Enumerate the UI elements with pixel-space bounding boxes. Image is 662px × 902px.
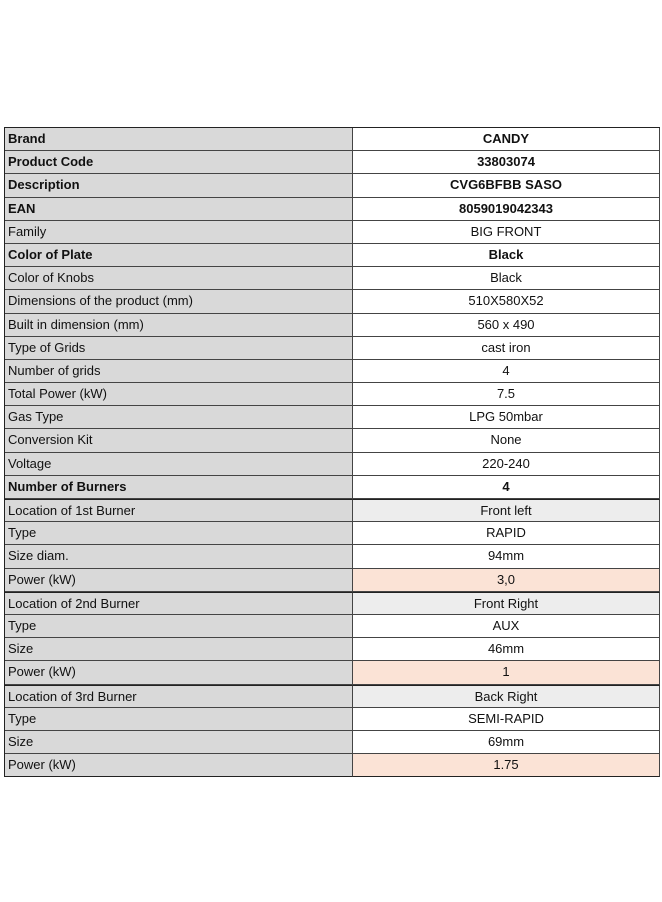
spec-label: Total Power (kW) [5,383,353,406]
spec-label: Voltage [5,453,353,476]
spec-label: Description [5,174,353,197]
spec-value: Black [353,267,660,290]
spec-row [5,128,660,151]
spec-value: 46mm [353,638,660,661]
spec-label: Conversion Kit [5,429,353,452]
spec-row [5,314,660,337]
spec-value: Front left [353,499,660,522]
spec-row [5,406,660,429]
spec-row [5,499,660,522]
spec-label: Product Code [5,151,353,174]
spec-row [5,661,660,684]
spec-row [5,453,660,476]
spec-row [5,221,660,244]
spec-label: Type [5,708,353,731]
spec-label: Power (kW) [5,661,353,684]
spec-row [5,615,660,638]
spec-row [5,267,660,290]
spec-row [5,290,660,313]
spec-row [5,569,660,592]
spec-value: 4 [353,476,660,499]
spec-label: Type [5,615,353,638]
spec-row [5,174,660,197]
spec-value: 33803074 [353,151,660,174]
spec-row [5,638,660,661]
spec-label: Dimensions of the product (mm) [5,290,353,313]
spec-value: 4 [353,360,660,383]
spec-label: Brand [5,128,353,151]
spec-value: BIG FRONT [353,221,660,244]
spec-label: Type of Grids [5,337,353,360]
spec-label: Power (kW) [5,754,353,777]
spec-row [5,383,660,406]
spec-value: CVG6BFBB SASO [353,174,660,197]
spec-value: AUX [353,615,660,638]
spec-label: Location of 1st Burner [5,499,353,522]
spec-value: 510X580X52 [353,290,660,313]
spec-row [5,754,660,777]
spec-value: None [353,429,660,452]
spec-row [5,685,660,708]
spec-label: Size [5,638,353,661]
spec-label: Color of Knobs [5,267,353,290]
spec-value: 1.75 [353,754,660,777]
spec-value: 94mm [353,545,660,568]
spec-label: Location of 2nd Burner [5,592,353,615]
spec-label: Gas Type [5,406,353,429]
spec-label: Location of 3rd Burner [5,685,353,708]
spec-label: Color of Plate [5,244,353,267]
spec-label: Number of Burners [5,476,353,499]
spec-value: 220-240 [353,453,660,476]
spec-label: Power (kW) [5,569,353,592]
spec-value: Back Right [353,685,660,708]
spec-value: 560 x 490 [353,314,660,337]
spec-value: 3,0 [353,569,660,592]
spec-row [5,731,660,754]
spec-row [5,545,660,568]
spec-value: LPG 50mbar [353,406,660,429]
spec-row [5,476,660,499]
spec-label: Built in dimension (mm) [5,314,353,337]
spec-value: RAPID [353,522,660,545]
spec-row [5,360,660,383]
spec-label: Family [5,221,353,244]
spec-row [5,708,660,731]
spec-label: Type [5,522,353,545]
spec-value: cast iron [353,337,660,360]
spec-value: 8059019042343 [353,198,660,221]
spec-row [5,198,660,221]
spec-value: SEMI-RAPID [353,708,660,731]
spec-value: Black [353,244,660,267]
spec-row [5,429,660,452]
spec-row [5,151,660,174]
spec-value: 1 [353,661,660,684]
spec-value: CANDY [353,128,660,151]
spec-value: 7.5 [353,383,660,406]
spec-value: 69mm [353,731,660,754]
spec-row [5,244,660,267]
spec-label: Size [5,731,353,754]
spec-label: EAN [5,198,353,221]
spec-row [5,337,660,360]
spec-label: Number of grids [5,360,353,383]
spec-label: Size diam. [5,545,353,568]
spec-value: Front Right [353,592,660,615]
spec-row [5,522,660,545]
spec-table [4,127,660,777]
spec-row [5,592,660,615]
